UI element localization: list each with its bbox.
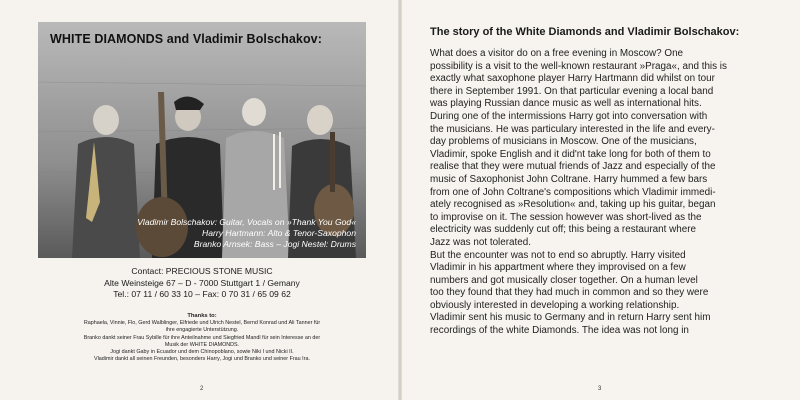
thanks-line: Vladimir dankt all seinen Freunden, besonders Harry, Jogi und Branko und seiner Frau Ira. xyxy=(94,356,310,363)
story-line: Jazz was not tolerated. xyxy=(430,236,531,248)
story-line: from one of John Coltrane's compositions which Vladimir immedi- xyxy=(430,186,716,198)
thanks-line: Branko dankt seiner Frau Sybille für ihre Anteilnahme und Siegfried Mandl für sein Interesse an der xyxy=(83,334,321,341)
caption-line: Vladimir Bolschakov: Guitar, Vocals on »Thank You God« xyxy=(137,217,356,227)
contact-line: Alte Weinsteige 67 – D - 7000 Stuttgart 1 / Gemany xyxy=(104,277,300,288)
story-line: was playing Russian dance music as well as international hits. xyxy=(430,98,702,110)
story-body xyxy=(430,48,782,338)
story-line: numbers and got musically closer together. On a human level xyxy=(430,274,698,286)
story-line: music of Saxophonist John Coltrane. Harry hummed a few bars xyxy=(430,173,708,185)
thanks-line: Jogi dankt Gaby in Ecuador und dem Chinopoblano, sowie Niki I und Nicki II. xyxy=(110,349,294,356)
page-gutter xyxy=(398,0,402,400)
story-line: But the encounter was not to end so abruptly. Harry visited xyxy=(430,249,686,261)
story-line: possibility is a visit to the well-known restaurant »Praga«, and this is xyxy=(430,60,727,72)
thanks-line: ihre engagierte Unterstützung. xyxy=(165,327,239,334)
contact-block xyxy=(38,266,366,301)
page-number: 3 xyxy=(598,386,602,392)
contact-line: Tel.: 07 11 / 60 33 10 – Fax: 0 70 31 / 65 09 62 xyxy=(113,289,291,299)
story-line: ately recognised as »Resolution« and, taking up his guitar, began xyxy=(430,199,716,211)
story-title: The story of the White Diamonds and Vladimir Bolschakov: xyxy=(430,26,740,38)
story-line: During one of the intermissions Harry got into conversation with xyxy=(430,110,708,122)
thanks-block xyxy=(20,313,384,363)
photo-caption xyxy=(38,217,356,250)
story-line: Vladimir in his appartment where they improvised on a few xyxy=(430,262,686,274)
story-line: day problems of musicians in Moscow. One of the musicians, xyxy=(430,136,697,148)
story-line: Vladimir, spoke English and it did'nt take long for both of them to xyxy=(430,148,711,160)
caption-line: Branko Arnsek: Bass – Jogi Nestel: Drums xyxy=(193,239,356,249)
story-line: there in September 1991. On that particular evening a local band xyxy=(430,85,714,97)
page-number: 2 xyxy=(200,386,204,392)
story-line: the musicians. He was particulary interested in the life and every- xyxy=(430,123,715,135)
story-line: obviously interested in developing a working relationship. xyxy=(430,299,680,311)
story-line: too they found that they had much in common and so they were xyxy=(430,287,709,299)
thanks-heading: Thanks to: xyxy=(187,313,217,319)
caption-line: Harry Hartmann: Alto & Tenor-Saxophon xyxy=(202,228,356,238)
story-line: recordings of the white Diamonds. The idea was not long in xyxy=(430,325,689,337)
contact-line: Contact: PRECIOUS STONE MUSIC xyxy=(131,266,273,276)
story-section xyxy=(430,26,782,338)
story-line: to improvise on it. The session however was short-lived as the xyxy=(430,211,702,223)
story-line: What does a visitor do on a free evening in Moscow? One xyxy=(430,48,684,59)
thanks-line: Raphaela, Vinnie, Flo, Gerd Walblinger, Elfriede und Ulrich Nestel, Bernd Konrad und Ali Tanner für xyxy=(83,320,321,327)
story-line: exactly what saxophone player Harry Hartmann did whilst on tour xyxy=(430,73,715,85)
band-photo xyxy=(38,22,366,258)
thanks-line: Musik der WHITE DIAMONDS. xyxy=(164,341,240,348)
photo-title: WHITE DIAMONDS and Vladimir Bolschakov: xyxy=(50,32,322,46)
story-line: Vladimir sent his music to Germany and in return Harry sent him xyxy=(430,312,711,324)
story-line: realise that they were mutual friends of Jazz and especially of the xyxy=(430,161,716,173)
story-line: electricity was suddenly cut off; this being a restaurant where xyxy=(430,224,697,236)
